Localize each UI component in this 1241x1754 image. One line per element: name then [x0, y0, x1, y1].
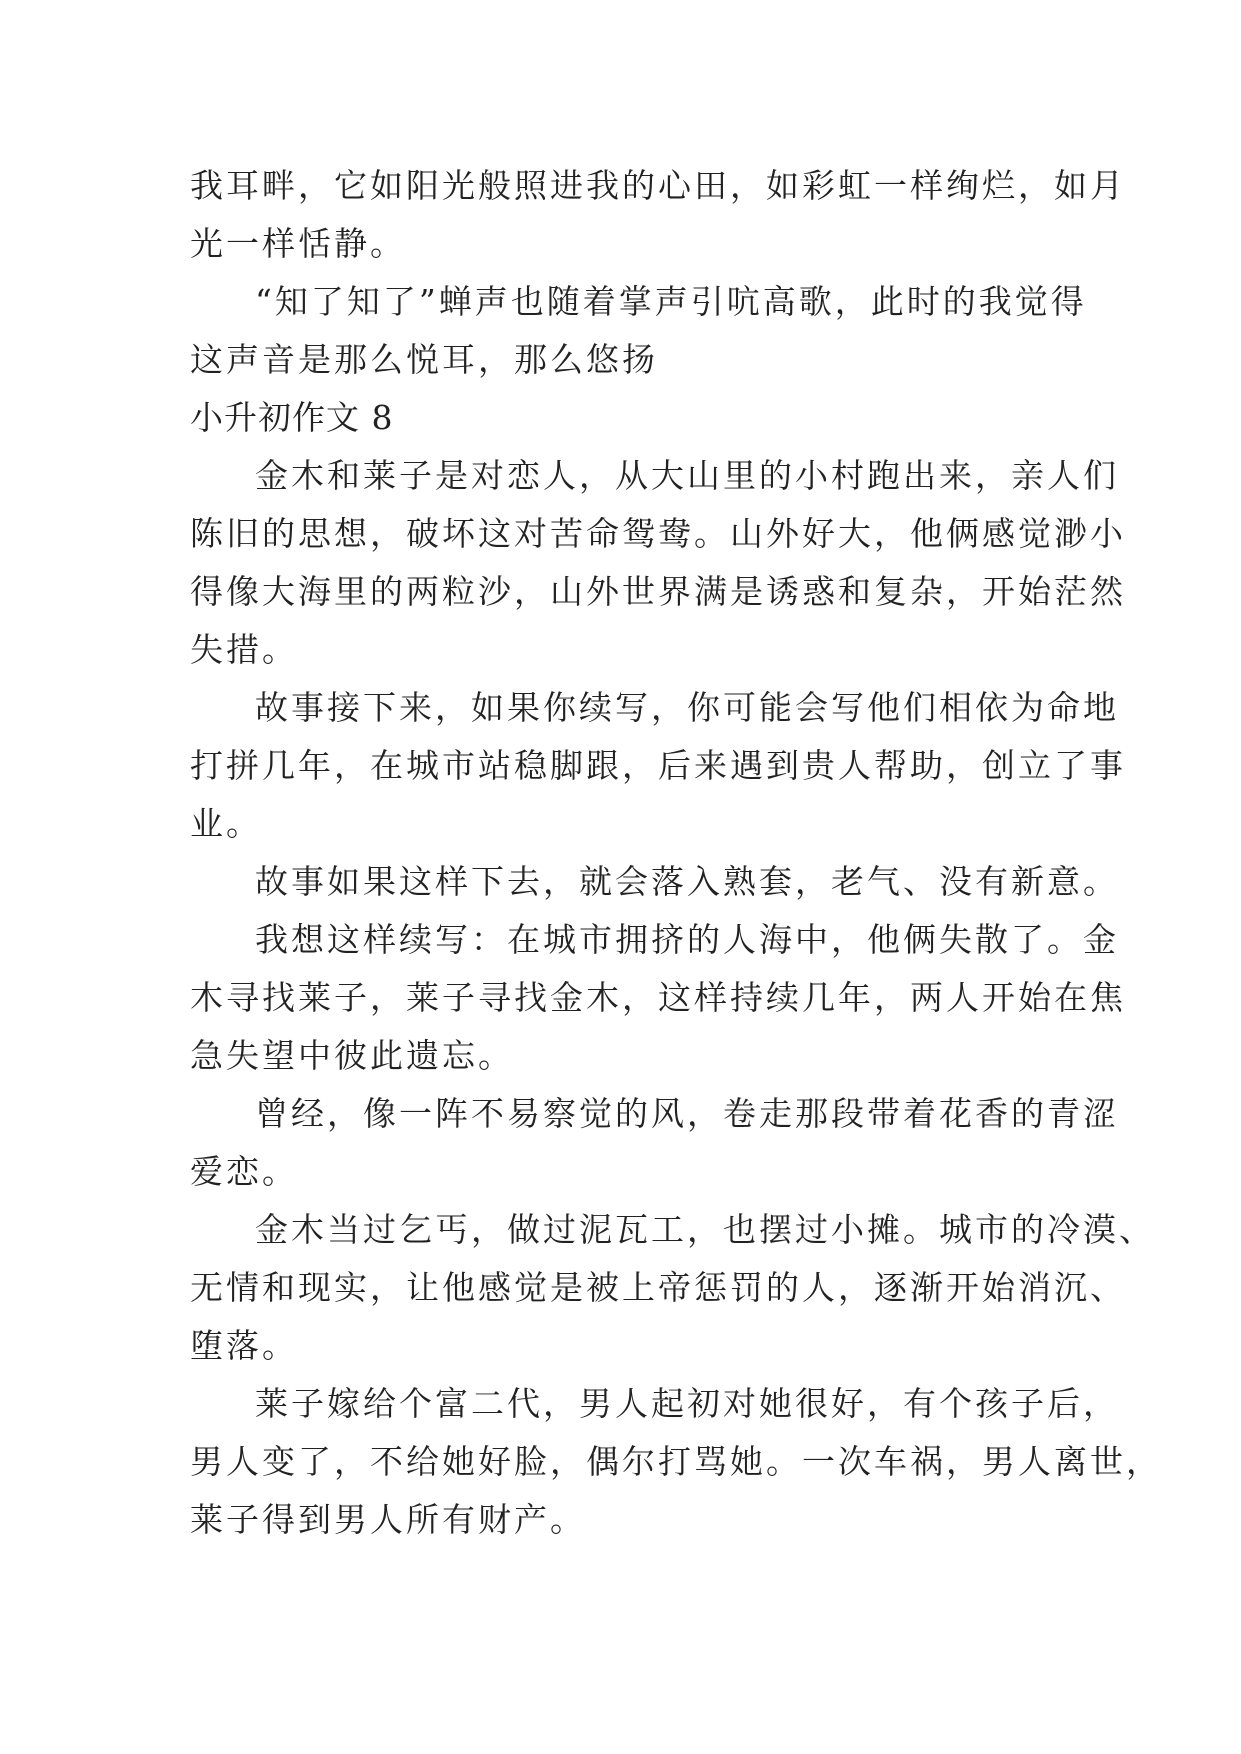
text-line: 莱子得到男人所有财产。 — [190, 1500, 586, 1539]
text-line: 我耳畔，它如阳光般照进我的心田，如彩虹一样绚烂，如月 — [190, 166, 1126, 205]
text-line: 故事如果这样下去，就会落入熟套，老气、没有新意。 — [255, 862, 1119, 901]
text-line: 金木当过乞丐，做过泥瓦工，也摆过小摊。城市的冷漠、 — [255, 1210, 1155, 1249]
text-line: 木寻找莱子，莱子寻找金木，这样持续几年，两人开始在焦 — [190, 978, 1126, 1017]
text-line: 我想这样续写：在城市拥挤的人海中，他俩失散了。金 — [255, 920, 1119, 959]
text-line: 男人变了，不给她好脸，偶尔打骂她。一次车祸，男人离世， — [190, 1442, 1162, 1481]
text-line: 爱恋。 — [190, 1152, 298, 1191]
text-line: 打拼几年，在城市站稳脚跟，后来遇到贵人帮助，创立了事 — [190, 746, 1126, 785]
text-line: 这声音是那么悦耳，那么悠扬 — [190, 340, 658, 379]
text-line: 堕落。 — [190, 1326, 298, 1365]
text-line: 失措。 — [190, 630, 298, 669]
text-line: 故事接下来，如果你续写，你可能会写他们相依为命地 — [255, 688, 1119, 727]
section-heading: 小升初作文 8 — [190, 398, 394, 437]
text-line: 光一样恬静。 — [190, 224, 406, 263]
text-line: 急失望中彼此遗忘。 — [190, 1036, 514, 1075]
text-line: 莱子嫁给个富二代，男人起初对她很好，有个孩子后， — [255, 1384, 1119, 1423]
text-line: 得像大海里的两粒沙，山外世界满是诱惑和复杂，开始茫然 — [190, 572, 1126, 611]
text-line: “知了知了”蝉声也随着掌声引吭高歌，此时的我觉得 — [255, 282, 1087, 321]
text-line: 金木和莱子是对恋人，从大山里的小村跑出来，亲人们 — [255, 456, 1119, 495]
text-line: 曾经，像一阵不易察觉的风，卷走那段带着花香的青涩 — [255, 1094, 1119, 1133]
text-line: 业。 — [190, 804, 262, 843]
text-line: 无情和现实，让他感觉是被上帝惩罚的人，逐渐开始消沉、 — [190, 1268, 1126, 1307]
text-line: 陈旧的思想，破坏这对苦命鸳鸯。山外好大，他俩感觉渺小 — [190, 514, 1126, 553]
